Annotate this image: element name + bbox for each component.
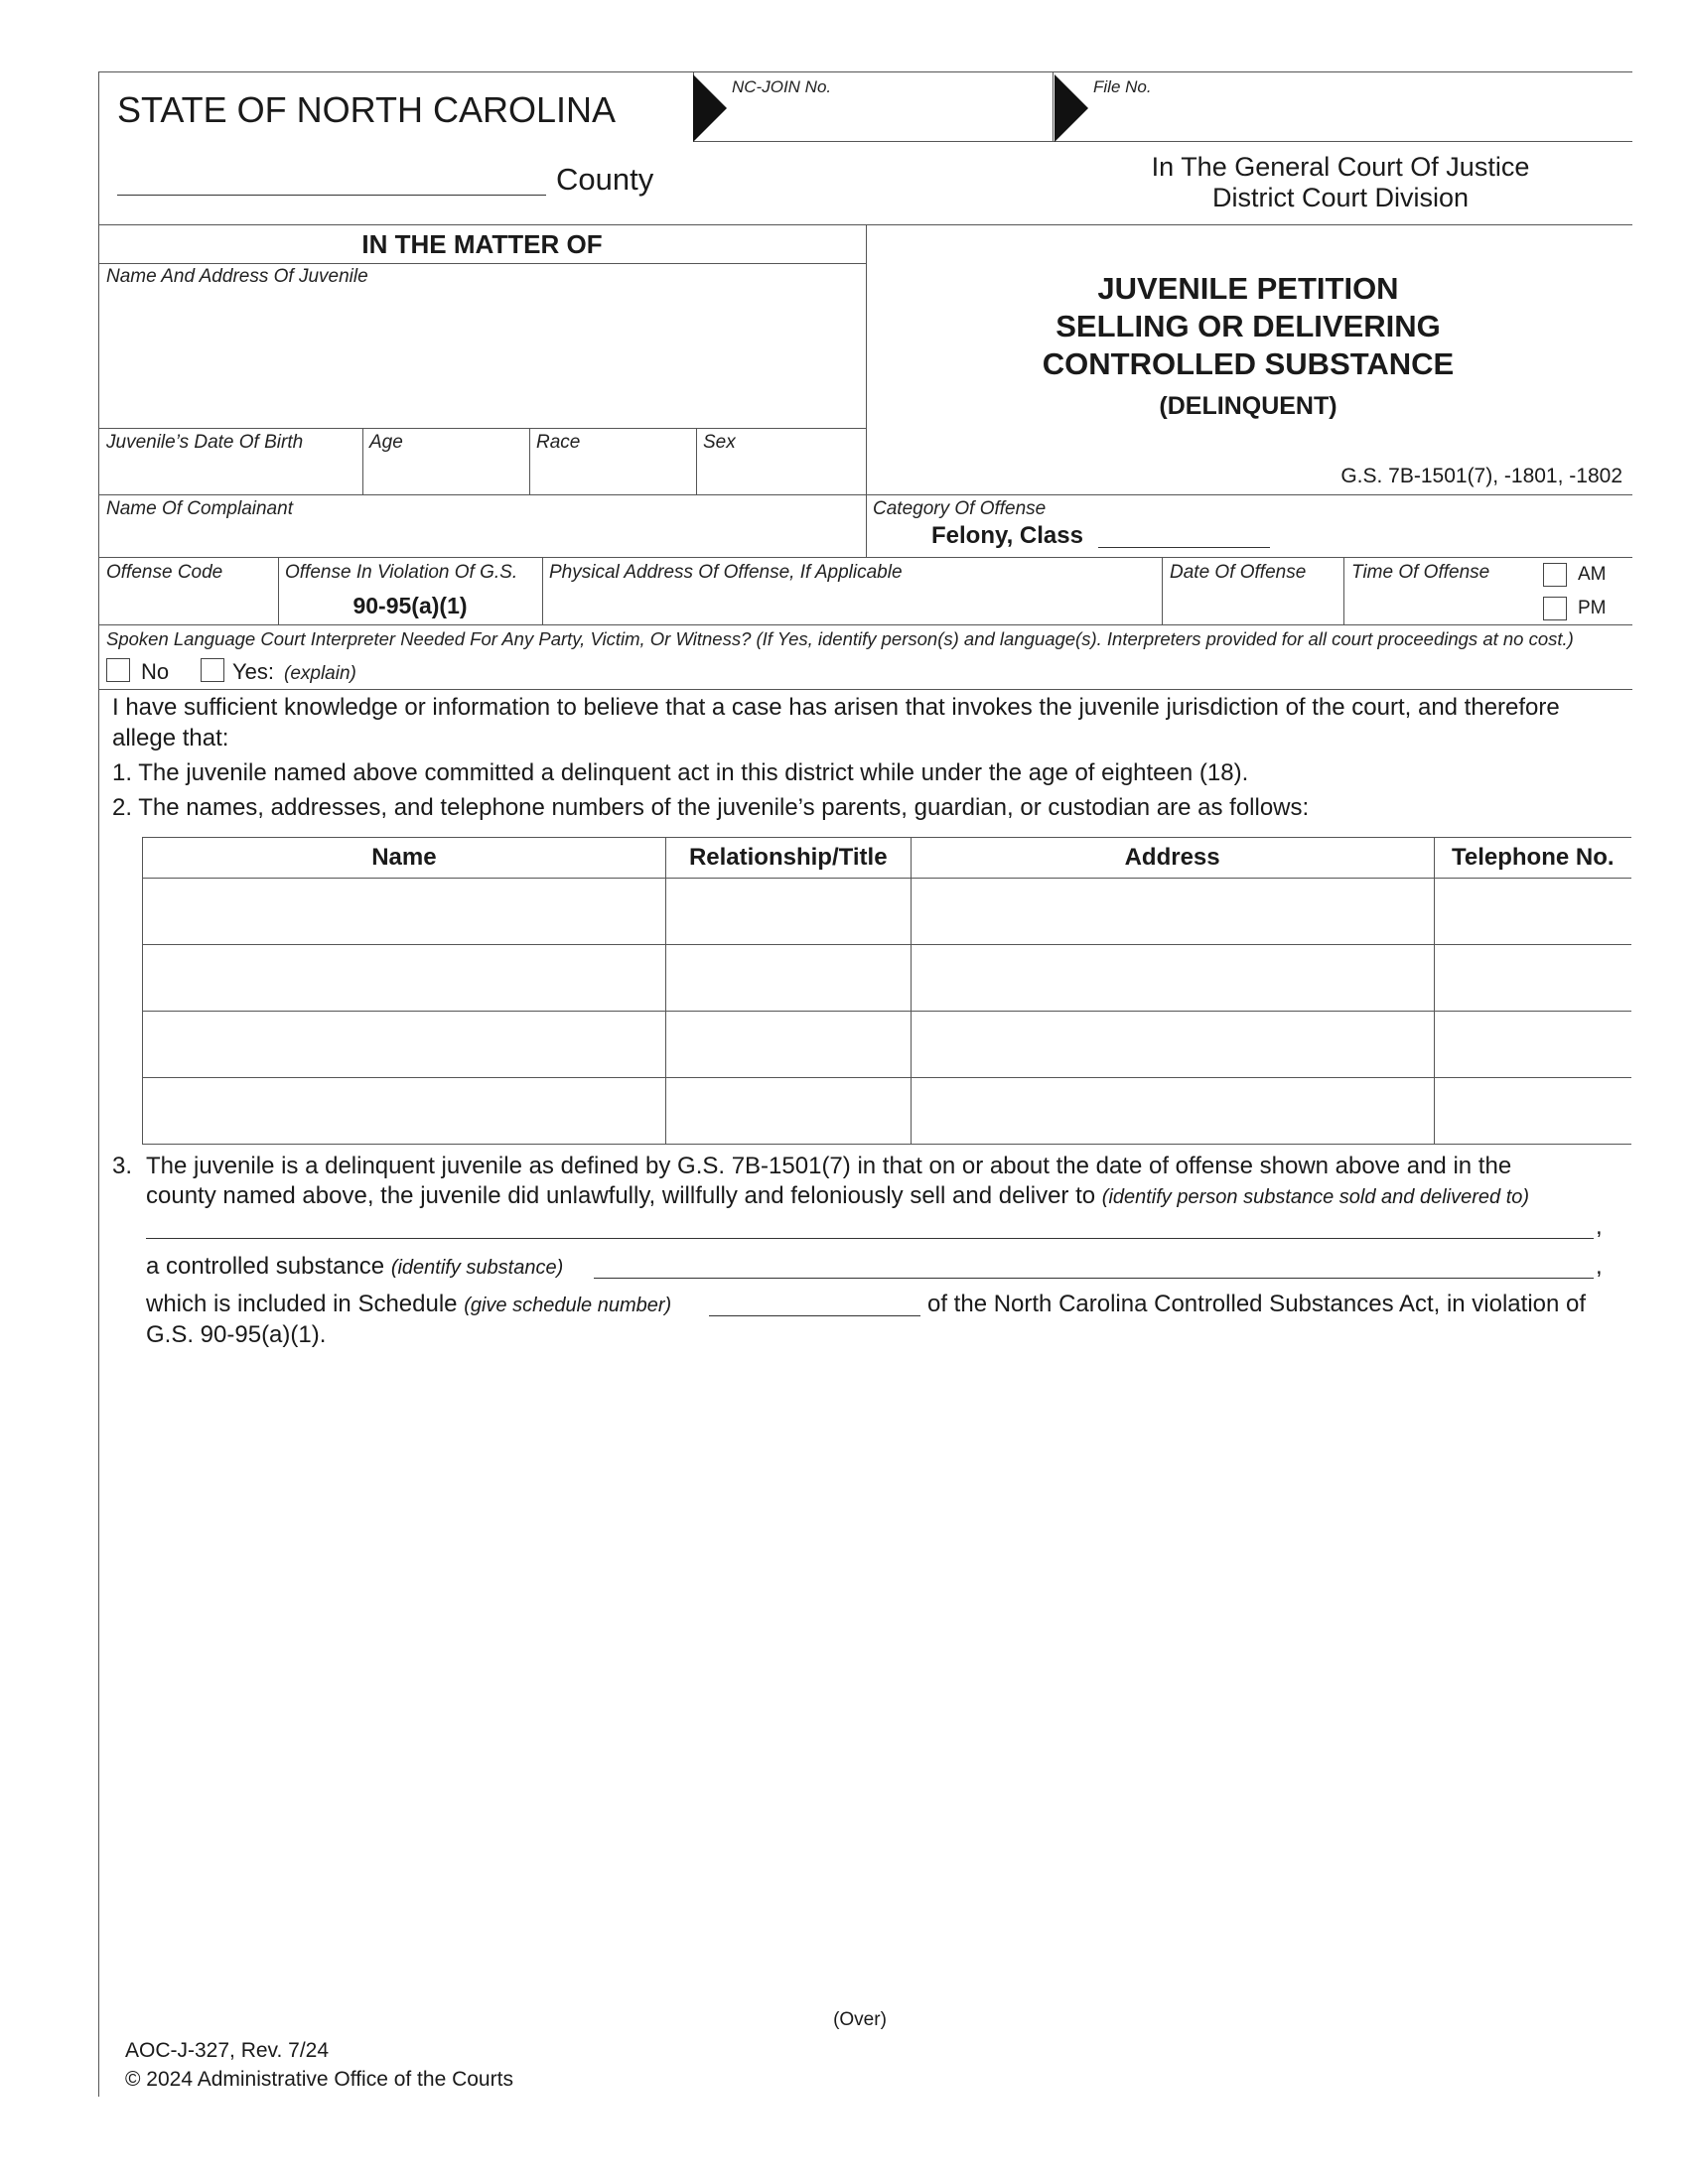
dob-field[interactable]	[103, 455, 357, 490]
item3-line2-hint: (identify person substance sold and delivered to)	[1101, 1186, 1530, 1208]
telephone-cell[interactable]	[1434, 1012, 1631, 1078]
complainant-label: Name Of Complainant	[106, 498, 293, 519]
complainant-category-divider	[866, 494, 867, 557]
date-time-divider	[1343, 557, 1344, 624]
left-margin-line	[98, 71, 99, 2097]
intro-line2: allege that:	[112, 725, 229, 751]
address-date-divider	[1162, 557, 1163, 624]
offense-row-top	[98, 557, 1632, 558]
offense-date-label: Date Of Offense	[1170, 562, 1307, 583]
telephone-cell[interactable]	[1434, 1078, 1631, 1145]
offense-code-label: Offense Code	[106, 562, 223, 583]
interpreter-question: Spoken Language Court Interpreter Needed For Any Party, Victim, Or Witness? (If Yes, identify person(s) and language(s). Interpreters provided for all court proceedings at no cost.)	[106, 628, 1574, 649]
ncjoin-field[interactable]	[730, 97, 1048, 137]
form-title-line3: CONTROLLED SUBSTANCE	[1042, 346, 1455, 381]
schedule-hint: (give schedule number)	[464, 1295, 672, 1316]
violation-address-divider	[542, 557, 543, 624]
item3-line1: The juvenile is a delinquent juvenile as defined by G.S. 7B-1501(7) in that on or about the date of offense shown above and in the	[146, 1153, 1512, 1179]
schedule-field[interactable]	[709, 1315, 920, 1316]
sex-field[interactable]	[701, 455, 860, 490]
violation-value: 90-95(a)(1)	[352, 593, 468, 618]
interpreter-no-checkbox[interactable]	[106, 658, 130, 682]
relationship-cell[interactable]	[665, 1012, 911, 1078]
form-id: AOC-J-327, Rev. 7/24	[125, 2039, 330, 2062]
header-relationship: Relationship/Title	[665, 838, 911, 879]
form-title-line1: JUVENILE PETITION	[1097, 271, 1399, 306]
ncjoin-arrow-icon	[693, 74, 727, 142]
name-cell[interactable]	[143, 1078, 666, 1145]
offense-time-label: Time Of Offense	[1351, 562, 1490, 583]
category-label: Category Of Offense	[873, 498, 1047, 519]
category-value: Felony, Class	[931, 522, 1083, 549]
dob-age-divider	[362, 428, 363, 494]
substance-field[interactable]	[594, 1278, 1594, 1279]
ncjoin-label: NC-JOIN No.	[732, 77, 832, 96]
interpreter-explain-field[interactable]	[367, 655, 1628, 685]
interpreter-yes-checkbox[interactable]	[201, 658, 224, 682]
interpreter-no-label: No	[141, 659, 170, 684]
telephone-cell[interactable]	[1434, 945, 1631, 1012]
felony-class-field[interactable]	[1098, 547, 1270, 548]
item2-text: 2. The names, addresses, and telephone numbers of the juvenile’s parents, guardian, or custodian are as follows:	[112, 794, 1310, 821]
pm-label: PM	[1578, 598, 1607, 618]
age-label: Age	[369, 432, 403, 453]
address-cell[interactable]	[911, 1012, 1434, 1078]
offense-address-label: Physical Address Of Offense, If Applicable	[549, 562, 903, 583]
offense-time-field[interactable]	[1348, 586, 1537, 620]
fileno-field[interactable]	[1090, 97, 1626, 137]
header-name: Name	[143, 838, 666, 879]
race-label: Race	[536, 432, 581, 453]
form-title-line2: SELLING OR DELIVERING	[1055, 309, 1441, 343]
recipient-field[interactable]	[146, 1238, 1594, 1239]
substance-prefix: a controlled substance	[146, 1253, 385, 1280]
county-field[interactable]	[117, 195, 546, 196]
matter-heading: IN THE MATTER OF	[361, 229, 603, 259]
header-telephone: Telephone No.	[1434, 838, 1631, 879]
item3-number: 3.	[112, 1153, 133, 1179]
am-label: AM	[1578, 564, 1607, 585]
table-header-row	[143, 838, 1632, 879]
interpreter-row-bottom	[98, 689, 1632, 690]
complainant-field[interactable]	[103, 520, 862, 554]
matter-heading-line	[98, 263, 866, 264]
item3-line2-text: county named above, the juvenile did unlawfully, willfully and feloniously sell and deliver to	[146, 1182, 1096, 1209]
interpreter-explain-label: (explain)	[284, 663, 356, 684]
relationship-cell[interactable]	[665, 945, 911, 1012]
sex-label: Sex	[703, 432, 736, 453]
fileno-label: File No.	[1093, 77, 1152, 96]
schedule-prefix: which is included in Schedule	[146, 1291, 458, 1317]
over-label: (Over)	[833, 2009, 887, 2030]
schedule-suffix: of the North Carolina Controlled Substances Act, in violation of	[927, 1291, 1587, 1317]
court-line2: District Court Division	[1211, 183, 1470, 212]
age-field[interactable]	[367, 455, 524, 490]
form-title-line4: (DELINQUENT)	[1159, 392, 1337, 420]
interpreter-yes-label: Yes:	[232, 659, 275, 684]
offense-date-field[interactable]	[1167, 586, 1338, 620]
race-sex-divider	[696, 428, 697, 494]
item3-last-line: G.S. 90-95(a)(1).	[146, 1321, 327, 1348]
relationship-cell[interactable]	[665, 1078, 911, 1145]
address-cell[interactable]	[911, 1078, 1434, 1145]
substance-hint: (identify substance)	[390, 1257, 564, 1279]
copyright: © 2024 Administrative Office of the Courts	[125, 2068, 513, 2091]
violation-label: Offense In Violation Of G.S.	[285, 562, 518, 583]
age-race-divider	[529, 428, 530, 494]
relationship-cell[interactable]	[665, 879, 911, 945]
address-cell[interactable]	[911, 945, 1434, 1012]
intro-line1: I have sufficient knowledge or information to believe that a case has arisen that invokes the juvenile jurisdiction of the court, and therefore	[112, 694, 1560, 721]
item1-text: 1. The juvenile named above committed a delinquent act in this district while under the age of eighteen (18).	[112, 759, 1249, 786]
name-cell[interactable]	[143, 1012, 666, 1078]
item3-line2	[146, 1182, 1529, 1210]
name-cell[interactable]	[143, 945, 666, 1012]
state-title: STATE OF NORTH CAROLINA	[117, 89, 617, 130]
interpreter-row-top	[98, 624, 1632, 625]
statute-reference: G.S. 7B-1501(7), -1801, -1802	[1340, 465, 1622, 487]
juvenile-name-label: Name And Address Of Juvenile	[106, 266, 368, 287]
county-label: County	[556, 162, 654, 197]
substance-comma: ,	[1596, 1253, 1603, 1280]
fileno-arrow-icon	[1055, 74, 1088, 142]
juvenile-name-field[interactable]	[103, 290, 862, 424]
fileno-divider	[1053, 71, 1054, 141]
race-field[interactable]	[534, 455, 691, 490]
parents-table	[142, 837, 1631, 1145]
address-cell[interactable]	[911, 879, 1434, 945]
header-address: Address	[911, 838, 1434, 879]
table-row	[143, 1078, 1632, 1145]
table-row	[143, 945, 1632, 1012]
table-row	[143, 1012, 1632, 1078]
top-border	[98, 71, 1632, 72]
table-row	[143, 879, 1632, 945]
pm-checkbox[interactable]	[1543, 597, 1567, 620]
offense-address-field[interactable]	[547, 586, 1157, 620]
name-cell[interactable]	[143, 879, 666, 945]
offense-code-field[interactable]	[103, 586, 273, 620]
am-checkbox[interactable]	[1543, 563, 1567, 587]
schedule-prefix-line	[146, 1291, 671, 1318]
recipient-comma: ,	[1596, 1213, 1603, 1240]
substance-line	[146, 1253, 563, 1281]
court-line1: In The General Court Of Justice	[1151, 152, 1530, 182]
header-divider	[693, 141, 1632, 142]
dob-label: Juvenile’s Date Of Birth	[106, 432, 304, 453]
telephone-cell[interactable]	[1434, 879, 1631, 945]
dob-row-top	[98, 428, 866, 429]
